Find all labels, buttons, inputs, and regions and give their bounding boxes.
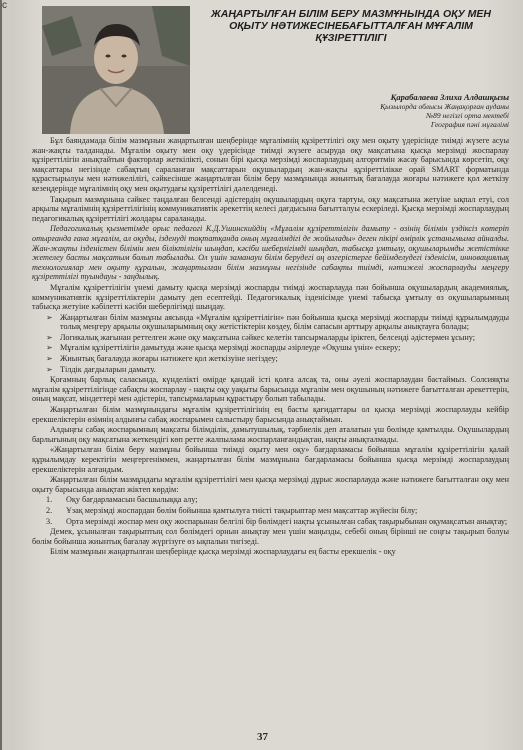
item-number: 3.	[46, 516, 53, 526]
paragraph	[32, 527, 509, 546]
paragraph-text: Демек, ұсынылған тақырыптың сол бөлімдегі орнын анықтау мен үшін маңызды, себебі оның бірінші не соңғы тақырып болуы бөлім бойынша жиынтық бағалау жүргізуге өз ықпалын тигізеді.	[32, 527, 509, 546]
author-line: №89 негізгі орта мектебі	[426, 111, 509, 120]
paragraph	[32, 425, 509, 444]
arrow-bullet-icon: ➢	[46, 354, 53, 364]
bullet-item	[32, 313, 509, 332]
paragraph	[32, 445, 509, 474]
arrow-bullet-icon: ➢	[46, 312, 53, 322]
document-page	[2, 0, 523, 750]
bullet-item	[32, 365, 509, 375]
paragraph	[32, 224, 509, 282]
paragraph	[32, 547, 509, 557]
bullet-text: Жаңартылған білім мазмұны аясында «Мұғалім құзіреттілігін» пән бойынша қысқа мерзімді жоспарды тиімді құрылымдауды толық меңгеру арқылы оқушыларымның оқу жетістіктерін көздеу, білім сапасын арттыру арқылы анықтауға болады;	[60, 312, 509, 332]
bullet-text: Мұғалім құзіреттілігін дамытуда және қысқа мерзімді жоспарды әзірлеуде «Оқушы үнін» ескеру;	[60, 343, 401, 353]
bullet-text: Тілдік дағдыларын дамыту.	[60, 364, 156, 374]
article-body	[32, 136, 509, 558]
author-portrait-image	[42, 6, 190, 134]
author-line: Қызылорда облысы Жаңақорған ауданы	[380, 102, 509, 111]
numbered-item	[32, 506, 509, 516]
arrow-bullet-icon: ➢	[46, 364, 53, 374]
arrow-bullet-icon: ➢	[46, 332, 53, 342]
author-name: Қарабалаева Злиха Алдашқызы	[390, 92, 509, 102]
numbered-item	[32, 517, 509, 527]
paragraph-text: Мұғалім құзіреттілігін үнемі дамыту қысқа мерзімді жоспарды тиімді жоспарлауда пән бойынша оқушылардың академиялық, коммуникативтік құзіреттіліктерін дамыту деп есептейді. Педагогикалық ізденісімде үнемі табысқа ұмтылу өз оқушыларымның табысқа жетуіне кәбілетті кәсіби шеберлігімді шыңдау.	[32, 282, 509, 312]
bullet-item	[32, 333, 509, 343]
numbered-item	[32, 495, 509, 505]
numbered-text: Оқу бағдарламасын басшылыққа алу;	[66, 495, 198, 505]
paragraph	[32, 375, 509, 404]
page-number: 37	[257, 731, 268, 743]
bullet-item	[32, 354, 509, 364]
paragraph	[32, 283, 509, 312]
paragraph	[32, 405, 509, 424]
author-block	[380, 93, 509, 129]
paragraph-text: Бұл баяндамада білім мазмұнын жаңартылған шеңберінде мұғалімнің құзіреттілігі оқу мен оқыту үдерісінде тиімді жүзеге асуы жан-жақты талданады. Мұғалім оқыту мен оқу үдерісінде тиімді жүзеге асыруда оқу мақсатына қысқа мерзімді жоспарлау құзіреттілігін анықтайтын факторлар жеткілікті, сонын бірі қысқа мерзімді жоспарлаудың алгоритмін жасау барысында көрсетіп, оқу мақсаттары негізінде сабақтың сараланған мақсаттарын оқушылардың жан-жақты құзіреттілікке орай SMART форматында құрастырылуы мен нәтижелілігі, сәйкесінше жаңартылған білім беру мазмұнында жиынтық бағалауда жоғары нәтижеге қол жеткізу кезеңдерінде мұғалімнің оқу мен оқытудағы құзіреттілігі дәлелденеді.	[32, 136, 509, 193]
paragraph-text: Қоғамның барлық саласында, күнделікті өмірде қандай істі қолға алсақ та, оны әуелі жоспарлаудан бастаймыз. Солсияқты мұғалім құзіреттілігінде сабақты жоспарлау - нақты оқу уақыты барысында мұғалім мен оқушының нәтижеге бағытталған әрекеттерін, оның мақсат, міндеттері мен әдістерін, тапсырмаларын құрастыру болып табылады.	[32, 375, 509, 404]
numbered-text: Ұзақ мерзімді жоспардан бөлім бойынша қамтылуға тиісті тақырыптар мен мақсаттар жүйесін білу;	[66, 505, 418, 515]
bullet-text: Логикалық жағынан реттелген және оқу мақсатына сәйкес келетін тапсырмаларды іріктеп, белсенді әдістермен ұсыну;	[60, 332, 475, 342]
item-number: 1.	[46, 495, 53, 505]
numbered-text: Орта мерзімді жоспар мен оқу жоспарынан белгілі бір бөлімдегі нақты ұсынылған сабақ тақырыбынан оқумақсатын анықтау;	[66, 516, 508, 526]
paragraph-text: Жаңартылған білім мазмұнындағы мұғалім құзіреттілігінің ең басты қағидаттары ол қысқа мерзімді жоспарлауды кейбір ерекшеліктерін өзімнің алдынғы сабақ жоспарымен салыстыру барысында анықтаймын.	[32, 405, 509, 424]
bullet-item	[32, 343, 509, 353]
paragraph	[32, 136, 509, 194]
arrow-bullet-icon: ➢	[46, 343, 53, 353]
paragraph	[32, 475, 509, 494]
left-margin-band	[2, 0, 10, 750]
paragraph-text: Тақырып мазмұнына сәйкес таңдалған белсенді әдістердің оқушылардың оқуға тартуы, оқу мақсатына жетуіне ықпал етуі, сол арқылы мұғалімнің құзіреттілігінің коммуникативтік әрекеттің келесі дағдысына бағытталуы ескеріледі. Қысқа мерзімді жоспарлаудың педагогикалық құзіреттілігі жолдары сараланады.	[32, 194, 509, 223]
item-number: 2.	[46, 505, 53, 515]
article-title: ЖАҢАРТЫЛҒАН БІЛІМ БЕРУ МАЗМҰНЫНДА ОҚУ МЕН ОҚЫТУ НӘТИЖЕСІНЕБАҒЫТТАЛҒАН МҰҒАЛІМ ҚҰЗІРЕТТІЛІГІ	[211, 8, 491, 44]
corner-mark: с	[2, 0, 7, 11]
paragraph	[32, 195, 509, 224]
paragraph-text: «Жаңартылған білім беру мазмұны бойынша тиімді оқыту мен оқу» бағдарламасы бойынша мұғалім құзіреттілігін қалай құрылымдау керектігін меңгергеніммен, жаңартылған білім мазмұнына бағдарламасы бойынша қысқа мерзімді жоспарлаудың ерекшеліктерін алғандым.	[32, 445, 509, 474]
author-line: География пәні мұғалімі	[430, 120, 509, 129]
paragraph-text: Педагогикалық қызметімде орыс педагогі К.Д.Ушинскийдің «Мұғалім құзіреттілігін дамыту - өзінің білімін үздіксіз көтеріп отырғанда ғана мұғалім, ал оқуды, ізденуді тоқтатқанда оның мұғалімдігі де жойылады» деген пікірі өмірлік ұстанымыма айналды. Жан-жақты ізденістен білімін мен біліктілігін шыңдап, кәсіби шеберлігімді шыңдап, табысқа ұмтылу, оқушыларымды жетістікке жетелеу басты мақсатым болып табылады. Ол үшін заманауи білім берудегі оң өзгерістерге бейімделудегі ізденісім, инновациялық технологиялар мен оқыту құралын, жаңартылған білім мазмұны негізінде сабақты тиімді, нәтижелі жоспарлауды меңгеру құзіреттілігі туындауы - заңдылық.	[32, 224, 509, 282]
paragraph-text: Білім мазмұнын жаңартылған шеңберінде қысқа мерзімді жоспарлаудағы ең басты ерекшелік - оқу	[50, 547, 396, 557]
author-photo	[42, 6, 190, 134]
paragraph-text: Алдыңғы сабақ жоспарымның мақсаты білімділік, дамытушылық, тәрбиелік деп аталатын үш бөлімде қамтылды. Оқушылардың барлығының оқу мақсатына жеткендігі көп ретте жалпылама жоспарланғандықтан, нақты анықталмады.	[32, 425, 509, 444]
paragraph-text: Жаңартылған білім мазмұндағы мұғалім құзіреттілігі мен қысқа мерзімді дұрыс жоспарлауда және нәтижеге бағытталған оқу мен оқыту барысында анықтап жіктеп көрдім:	[32, 475, 509, 494]
bullet-text: Жиынтық бағалауда жоғары нәтижеге қол жеткізуіне негіздеу;	[60, 354, 278, 364]
